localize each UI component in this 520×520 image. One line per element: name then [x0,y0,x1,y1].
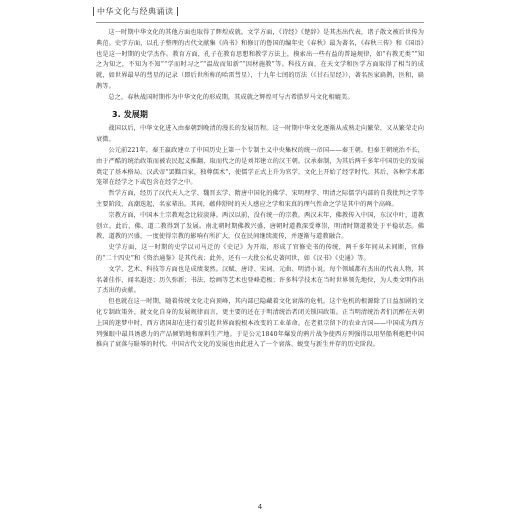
paragraph: 这一时期中华文化的其他方面也取得了辉煌成就。文学方面，《诗经》《楚辞》是其杰出代表，诸子散文被后世传为典范。史学方面，以孔子整理的古代文献集《尚书》和修订的鲁国的编年史《春秋》最为著名，《春秋三传》和《国语》也是这一时期的史学杰作。教育方面，孔子在教育思想和教学方法上，摸索出一些有益的普遍规律，如“有教无类”“知之为知之，不知为不知”“学而时习之”“温故而知新”“因材施教”等。科技方面，在天文学和医学方面取得了相当的成就，如世界最早的彗星的记录（即后世所称的哈雷彗星），十九年七闰的历法（《甘石星经》），著名医家扁鹊，医和，扁鹊等。 [96,29,424,90]
paragraph: 哲学方面，经历了汉代天人之学、魏晋玄学、隋唐中国化的佛学、宋明理学、明清之际儒学内部的自我批判之学等主要阶段，高潮迭起，名家辈出。其间，蕴伸舒时的天人感应之学和宋真的理气性命之学是其中的两个高峰。 [96,190,424,208]
running-header-title: 中华文化与经典诵读 [97,7,174,16]
paragraph: 史学方面，这一时期的史学以司马迁的《史记》为开端，形成了官修史书的传统，两千多年间从未间断，官修的“二十四史”和《资治通鉴》是其代表；此外，还有一大批公私史著问世，如《汉书》《史通》等。 [96,244,424,262]
paragraph: 宗教方面，中国本土宗教观念比较淡薄。两汉以前，没有统一的宗教。两汉末年，佛教传入中国，东汉中叶，道教创立。此后，佛、道二教得到了发展。南北朝时期佛教兴盛，唐朝时道教深受尊崇，明清时期道教处于平稳状态。佛教、道教的兴盛，一度使得宗教的影响有所扩大，仅在民间继续流传，并逐渐与道教融合。 [96,211,424,241]
paragraph: 总之，春秋战国时期作为中华文化的形成期，其成就之辉煌可与古希腊罗马文化相媲美。 [108,93,354,101]
header-bar-right [177,7,178,16]
running-header [90,6,181,17]
body-text [96,28,424,498]
paragraph: 文学、艺术、科技等方面也是成绩斐然。汉赋、唐诗、宋词、元曲、明清小说，每个领域都有杰出的代表人物，其名著佳作，闻名遐迩；历久弥新；书法、绘画等艺术也登峰造极；许多科学技术在当时世界领先地位，为人类文明作出了杰出的贡献。 [96,265,424,295]
paragraph: 但也就在这一时期，随着传统文化走向顶峰，其内部已隐藏着文化衰落的危机。这个危机的根源除了日益加剧的文化专制政策外，就文化自身的发展规律而言，更主要的还在于明清统治者闭关锁国政策。正当明清统治者们沉醉在天朝上国的迷梦中时，西方诸国却在进行着引起世界面貌根本改变的工业革命。在老祖宗留下的农业古国——中国成为西方列强眼中最具诱惑力的产品倾销地和原料生产地。于是公元1840年爆发的鸦片战争使西方列强得以用坚船利炮把中国推向了衰落与耻辱的时代。中国古代文化的发展也由此进入了一个衰落、蜕变与新生并存的历史阶段。 [96,298,424,349]
header-bar-left [93,7,94,16]
section-heading: 3. 发展期 [112,109,148,119]
page-number: 4 [257,503,263,511]
header-rule [96,22,424,23]
paragraph: 公元前221年，秦王嬴政建立了中国历史上第一个专制主义中央集权的统一帝国——秦王朝。但秦王朝统治不长，由于严酷的统治政策而被农民起义推翻，取而代之的是刘邦建立的汉王朝。汉承秦制，为其后两千多年中国历史的发展奠定了基本格局。汉武帝“罢黜百家，独尊儒术”，使儒学正式上升为官学，文化上开始了经学时代。其后，各种学术都笼罩在经学之下或包含在经学之中。 [96,146,424,187]
paragraph: 战国以后，中华文化进入由秦朝到晚清的漫长的发展历程。这一时期中华文化逐渐从成熟走向繁荣，又从繁荣走向衰微。 [96,125,424,144]
